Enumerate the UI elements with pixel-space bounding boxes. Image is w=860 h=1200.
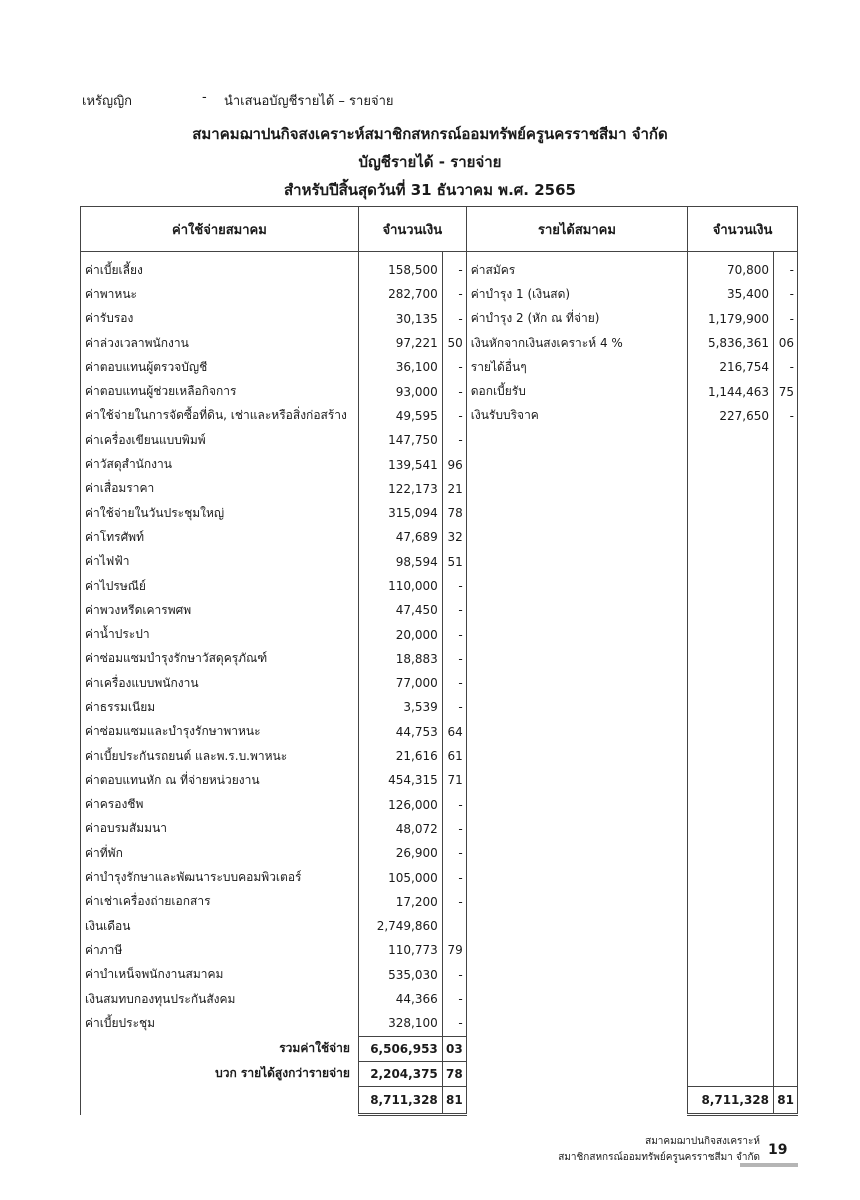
income-amount: 1,179,900 [688,307,774,331]
footer-organization [558,1134,760,1166]
income-empty [774,914,798,938]
income-empty [774,1061,798,1086]
table-row [81,1011,798,1036]
presenter-dash: - [202,90,207,105]
grand-expense-amount: 8,711,328 [358,1087,442,1115]
expense-satang: 96 [442,452,466,476]
expense-amount: 17,200 [358,890,442,914]
income-empty [466,550,687,574]
table-row [81,404,798,428]
grand-income-amount: 8,711,328 [688,1087,774,1115]
page-number: 19 [768,1142,788,1158]
income-empty [774,622,798,646]
income-empty [774,744,798,768]
expense-label: ค่าล่วงเวลาพนักงาน [81,331,359,355]
expense-label: ค่าครองชีพ [81,793,359,817]
expense-label: ค่ารับรอง [81,307,359,331]
total-expense-row [81,1036,798,1061]
expense-amount: 139,541 [358,452,442,476]
income-empty [774,938,798,962]
total-expense-satang: 03 [442,1036,466,1061]
expense-satang: - [442,671,466,695]
expense-satang: 32 [442,525,466,549]
table-row [81,307,798,331]
expense-amount: 315,094 [358,501,442,525]
income-empty [774,817,798,841]
statement-title: บัญชีรายได้ - รายจ่าย [358,153,502,171]
income-empty [774,428,798,452]
expense-label: ค่าโทรศัพท์ [81,525,359,549]
income-empty [466,938,687,962]
income-label: เงินรับบริจาค [466,404,687,428]
expense-label: ค่าพวงหรีดเคารพศพ [81,598,359,622]
expense-amount: 105,000 [358,865,442,889]
income-amount: 35,400 [688,282,774,306]
total-expense-amount: 6,506,953 [358,1036,442,1061]
expense-amount: 158,500 [358,252,442,283]
income-satang: - [774,355,798,379]
income-empty [688,914,774,938]
income-empty [688,938,774,962]
income-empty [688,793,774,817]
expense-satang [442,914,466,938]
table-row [81,622,798,646]
expense-amount: 21,616 [358,744,442,768]
income-empty [688,817,774,841]
income-empty [688,841,774,865]
income-empty [688,574,774,598]
table-row [81,452,798,476]
expense-amount: 77,000 [358,671,442,695]
expense-satang: - [442,695,466,719]
income-amount: 1,144,463 [688,379,774,403]
income-satang: 75 [774,379,798,403]
expense-satang: - [442,307,466,331]
table-row [81,963,798,987]
expense-label: ค่าไปรษณีย์ [81,574,359,598]
table-row [81,865,798,889]
income-empty [774,525,798,549]
expense-label: ค่าพาหนะ [81,282,359,306]
grand-total-blank [81,1087,359,1115]
expense-amount: 30,135 [358,307,442,331]
income-empty [466,768,687,792]
expense-label: ค่าไฟฟ้า [81,550,359,574]
table-row [81,598,798,622]
income-satang: 06 [774,331,798,355]
income-empty [466,525,687,549]
income-empty [774,987,798,1011]
income-empty [466,622,687,646]
income-empty [774,452,798,476]
income-empty [774,550,798,574]
expense-satang: - [442,1011,466,1036]
expense-label: ค่าซ่อมแซมบำรุงรักษาวัสดุครุภัณฑ์ [81,647,359,671]
expense-amount-column-header: จำนวนเงิน [358,207,466,252]
income-empty [466,1011,687,1036]
income-empty [774,574,798,598]
income-amount-column-header: จำนวนเงิน [688,207,798,252]
income-label: ค่าบำรุง 2 (หัก ณ ที่จ่าย) [466,307,687,331]
income-empty [688,1061,774,1086]
income-amount: 5,836,361 [688,331,774,355]
income-empty [688,671,774,695]
expense-amount: 26,900 [358,841,442,865]
surplus-row [81,1061,798,1086]
income-empty [688,963,774,987]
presenter-title: เหรัญญิก [82,94,133,109]
income-expense-table [80,206,798,1116]
income-empty [688,598,774,622]
income-empty [466,793,687,817]
income-empty [466,695,687,719]
income-empty [688,550,774,574]
income-empty [466,744,687,768]
income-empty [774,890,798,914]
ledger-body [81,252,798,1115]
table-row [81,793,798,817]
income-satang: - [774,282,798,306]
income-empty [774,768,798,792]
income-empty [774,671,798,695]
expense-satang: - [442,987,466,1011]
expense-label: ค่าอบรมสัมมนา [81,817,359,841]
expense-amount: 98,594 [358,550,442,574]
income-empty [688,477,774,501]
income-empty [774,720,798,744]
surplus-label: บวก รายได้สูงกว่ารายจ่าย [81,1061,359,1086]
table-row [81,379,798,403]
income-empty [466,647,687,671]
expense-label: ค่าเบี้ยเลี้ยง [81,252,359,283]
expense-satang: - [442,817,466,841]
total-expense-label: รวมค่าใช้จ่าย [81,1036,359,1061]
expense-satang: - [442,428,466,452]
income-label: ค่าสมัคร [466,252,687,283]
income-empty [774,501,798,525]
table-row [81,428,798,452]
expense-amount: 97,221 [358,331,442,355]
income-empty [466,914,687,938]
expense-label: ค่าบำรุงรักษาและพัฒนาระบบคอมพิวเตอร์ [81,865,359,889]
expense-label: ค่าซ่อมแซมและบำรุงรักษาพาหนะ [81,720,359,744]
income-empty [466,865,687,889]
income-empty [774,963,798,987]
income-empty [466,452,687,476]
expense-satang: 78 [442,501,466,525]
income-empty [688,647,774,671]
expense-label: ค่าเสื่อมราคา [81,477,359,501]
income-empty [688,428,774,452]
expense-amount: 147,750 [358,428,442,452]
table-row [81,671,798,695]
expense-satang: 61 [442,744,466,768]
expense-satang: - [442,404,466,428]
income-empty [688,622,774,646]
footer-line-1: สมาคมฌาปนกิจสงเคราะห์ [645,1136,760,1147]
income-column-header: รายได้สมาคม [466,207,687,252]
expense-label: ค่าวัสดุสำนักงาน [81,452,359,476]
income-empty [466,963,687,987]
expense-amount: 44,366 [358,987,442,1011]
expense-satang: 71 [442,768,466,792]
table-row [81,355,798,379]
expense-satang: - [442,890,466,914]
expense-amount: 47,450 [358,598,442,622]
expense-amount: 110,773 [358,938,442,962]
income-empty [688,865,774,889]
expense-amount: 454,315 [358,768,442,792]
income-empty [466,1036,687,1061]
expense-label: ค่าเครื่องแบบพนักงาน [81,671,359,695]
table-row [81,252,798,283]
income-empty [774,1036,798,1061]
expense-label: ค่าใช้จ่ายในการจัดซื้อที่ดิน, เช่าและหรือสิ่งก่อสร้าง [81,404,359,428]
income-empty [466,1061,687,1086]
table-row [81,890,798,914]
expense-amount: 328,100 [358,1011,442,1036]
table-row [81,647,798,671]
expense-amount: 535,030 [358,963,442,987]
expense-satang: - [442,793,466,817]
grand-total-row [81,1087,798,1115]
income-empty [466,890,687,914]
expense-label: ค่าบำเหน็จพนักงานสมาคม [81,963,359,987]
expense-label: ค่าใช้จ่ายในวันประชุมใหญ่ [81,501,359,525]
expense-satang: - [442,622,466,646]
expense-amount: 3,539 [358,695,442,719]
income-label: เงินหักจากเงินสงเคราะห์ 4 % [466,331,687,355]
table-row [81,695,798,719]
expense-amount: 49,595 [358,404,442,428]
expense-label: เงินเดือน [81,914,359,938]
expense-satang: - [442,574,466,598]
income-satang: - [774,252,798,283]
expense-label: ค่าตอบแทนผู้ช่วยเหลือกิจการ [81,379,359,403]
presenter-line [82,90,394,111]
table-row [81,938,798,962]
income-empty [466,671,687,695]
table-row [81,282,798,306]
expense-satang: - [442,647,466,671]
income-empty [466,598,687,622]
grand-income-satang: 81 [774,1087,798,1115]
expense-satang: 79 [442,938,466,962]
income-empty [774,477,798,501]
expense-label: ค่าเบี้ยประชุม [81,1011,359,1036]
income-satang: - [774,404,798,428]
expense-satang: - [442,841,466,865]
income-empty [688,890,774,914]
income-empty [688,768,774,792]
expense-satang: - [442,379,466,403]
table-row [81,841,798,865]
expense-label: ค่าตอบแทนหัก ณ ที่จ่ายหน่วยงาน [81,768,359,792]
table-row [81,550,798,574]
income-empty [688,1036,774,1061]
expense-label: ค่าธรรมเนียม [81,695,359,719]
expense-amount: 126,000 [358,793,442,817]
presenter-description: นำเสนอบัญชีรายได้ – รายจ่าย [224,94,394,109]
income-empty [774,865,798,889]
expense-label: เงินสมทบกองทุนประกันสังคม [81,987,359,1011]
expense-label: ค่าเช่าเครื่องถ่ายเอกสาร [81,890,359,914]
income-empty [466,817,687,841]
grand-total-blank [466,1087,687,1115]
expense-amount: 47,689 [358,525,442,549]
expense-satang: 50 [442,331,466,355]
expense-label: ค่าตอบแทนผู้ตรวจบัญชี [81,355,359,379]
table-header-row [81,207,798,252]
expense-amount: 93,000 [358,379,442,403]
expense-satang: - [442,355,466,379]
expense-amount: 18,883 [358,647,442,671]
table-row [81,501,798,525]
expense-satang: - [442,282,466,306]
income-empty [774,598,798,622]
expense-amount: 2,749,860 [358,914,442,938]
income-empty [466,574,687,598]
income-empty [466,720,687,744]
income-label: ดอกเบี้ยรับ [466,379,687,403]
table-row [81,914,798,938]
expense-amount: 36,100 [358,355,442,379]
expense-label: ค่าเครื่องเขียนแบบพิมพ์ [81,428,359,452]
expense-amount: 282,700 [358,282,442,306]
expense-satang: - [442,963,466,987]
income-empty [688,744,774,768]
income-amount: 70,800 [688,252,774,283]
income-empty [688,525,774,549]
table-row [81,477,798,501]
expense-amount: 44,753 [358,720,442,744]
expense-column-header: ค่าใช้จ่ายสมาคม [81,207,359,252]
income-empty [466,477,687,501]
expense-satang: - [442,598,466,622]
expense-satang: - [442,252,466,283]
expense-label: ค่าเบี้ยประกันรถยนต์ และพ.ร.บ.พาหนะ [81,744,359,768]
income-empty [688,695,774,719]
expense-amount: 48,072 [358,817,442,841]
period-title: สำหรับปีสิ้นสุดวันที่ 31 ธันวาคม พ.ศ. 2565 [284,181,576,199]
income-empty [688,452,774,476]
income-empty [774,647,798,671]
income-empty [774,1011,798,1036]
table-row [81,331,798,355]
footer-line-2: สมาชิกสหกรณ์ออมทรัพย์ครูนครราชสีมา จำกัด [558,1152,760,1163]
income-empty [774,695,798,719]
income-label: ค่าบำรุง 1 (เงินสด) [466,282,687,306]
income-empty [466,501,687,525]
expense-satang: 21 [442,477,466,501]
surplus-satang: 78 [442,1061,466,1086]
expense-satang: 51 [442,550,466,574]
organization-title: สมาคมฌาปนกิจสงเคราะห์สมาชิกสหกรณ์ออมทรัพย์ครูนครราชสีมา จำกัด [192,125,668,143]
income-empty [466,428,687,452]
expense-amount: 122,173 [358,477,442,501]
income-empty [774,841,798,865]
income-empty [466,987,687,1011]
income-empty [688,501,774,525]
expense-amount: 20,000 [358,622,442,646]
surplus-amount: 2,204,375 [358,1061,442,1086]
table-row [81,525,798,549]
income-empty [774,793,798,817]
table-row [81,720,798,744]
income-empty [688,1011,774,1036]
table-row [81,744,798,768]
expense-label: ค่าน้ำประปา [81,622,359,646]
income-amount: 216,754 [688,355,774,379]
expense-label: ค่าที่พัก [81,841,359,865]
income-label: รายได้อื่นๆ [466,355,687,379]
income-empty [688,987,774,1011]
expense-satang: 64 [442,720,466,744]
table-row [81,817,798,841]
income-empty [688,720,774,744]
income-amount: 227,650 [688,404,774,428]
table-row [81,768,798,792]
expense-amount: 110,000 [358,574,442,598]
expense-satang: - [442,865,466,889]
table-row [81,574,798,598]
expense-label: ค่าภาษี [81,938,359,962]
income-empty [466,841,687,865]
page-number-bar [740,1163,798,1167]
grand-expense-satang: 81 [442,1087,466,1115]
table-row [81,987,798,1011]
income-satang: - [774,307,798,331]
